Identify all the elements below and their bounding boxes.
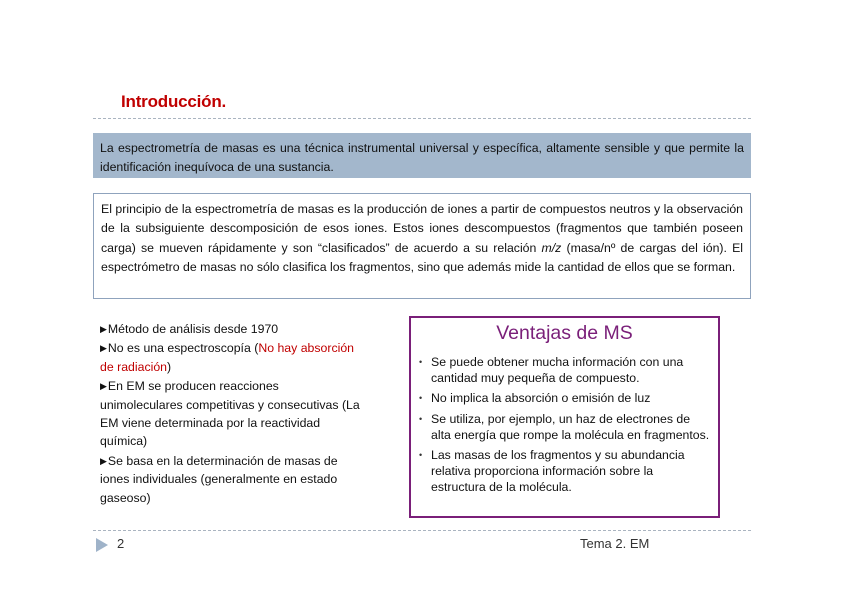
list-item [100, 377, 362, 451]
list-item-text: Se basa en la determinación de masas de iones individuales (generalmente en estado gaseoso) [100, 453, 338, 505]
list-item [419, 354, 710, 386]
list-item-text: Método de análisis desde 1970 [107, 322, 279, 336]
list-item [100, 452, 362, 507]
advantage-text: No implica la absorción o emisión de luz [431, 391, 651, 406]
mz-term: m/z [541, 240, 562, 255]
bullet-arrow-icon: ▶ [100, 343, 107, 354]
bullet-dot-icon: • [419, 450, 423, 461]
list-item-text: No es una espectroscopía ( [107, 341, 259, 356]
list-item [419, 390, 710, 406]
principle-text-end: (masa/nº de cargas del ión). El espectrómetro de masas no sólo clasifica los fragmentos, sino que además mide la cantidad de ellos que se forman. [101, 240, 744, 275]
definition-text: La espectrometría de masas es una técnica instrumental universal y específica, altamente sensible y que permite la identificación inequívoca de una sustancia. [100, 141, 744, 174]
list-item-text: ) [167, 359, 172, 374]
footer-arrow-icon [96, 538, 108, 552]
list-item [419, 447, 710, 496]
list-item [100, 339, 362, 376]
bullet-arrow-icon: ▶ [100, 324, 107, 334]
list-item [419, 411, 710, 443]
advantage-text: Se puede obtener mucha información con una cantidad muy pequeña de compuesto. [431, 355, 684, 386]
top-divider [93, 118, 751, 119]
advantages-list [419, 354, 710, 496]
bottom-divider [93, 530, 751, 531]
bullet-arrow-icon: ▶ [100, 455, 107, 466]
highlighted-text: No hay absorción de radiación [100, 341, 355, 374]
list-item [100, 320, 362, 338]
advantage-text: Se utiliza, por ejemplo, un haz de electrones de alta energía que rompe la molécula en fragmentos. [431, 411, 710, 442]
advantage-text: Las masas de los fragmentos y su abundancia relativa proporciona información sobre la estructura de la molécula. [431, 448, 685, 495]
principle-text-start: El principio de la espectrometría de masas es la producción de iones a partir de compuestos neutros y la observación de la subsiguiente descomposición de esos iones. Estos iones descompuestos (fragmentos que también poseen carga) se mueven rápidamente y son “clasificados” de acuerdo a su relación [101, 202, 743, 255]
slide-title: Introducción. [121, 92, 227, 111]
advantages-box [409, 316, 720, 518]
principle-box [93, 193, 751, 299]
bullet-dot-icon: • [419, 357, 423, 367]
list-item-text: En EM se producen reacciones unimoleculares competitivas y consecutivas (La EM viene determinada por la reactividad química) [100, 379, 360, 449]
advantages-title: Ventajas de MS [496, 322, 633, 344]
page-number: 2 [117, 536, 125, 551]
facts-list [100, 320, 362, 507]
bullet-arrow-icon: ▶ [100, 381, 107, 392]
definition-box [93, 133, 751, 178]
footer-topic: Tema 2. EM [580, 536, 650, 551]
bullet-dot-icon: • [419, 413, 423, 424]
bullet-dot-icon: • [419, 393, 423, 404]
